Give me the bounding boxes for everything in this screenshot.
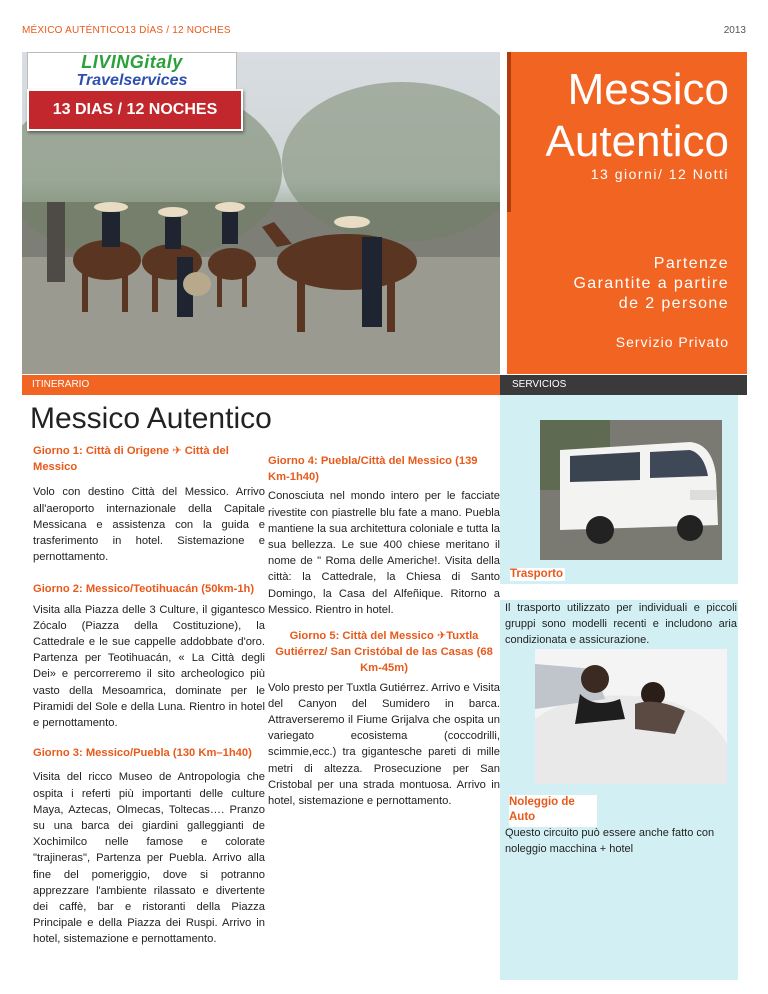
rental-label: Noleggio de Auto	[509, 795, 597, 827]
panel-accent-bar	[507, 52, 511, 212]
day5-text: Volo presto per Tuxtla Gutiérrez. Arrivo e Visita del Canyon del Sumidero in barca. Attraverseremo il Fiume Grijalva che ospita un variegato ecosistema (coccodrilli, scimmie,ecc.) tra gigantesche pareti di mille metri di altezza. Prosecuzione per San Cristobal per una strada montuosa. Arrivo in hotel, sistemazione e pernottamento.	[268, 681, 500, 808]
panel-title	[546, 64, 729, 168]
panel-title-line2: Autentico	[545, 117, 729, 166]
day2-title: Giorno 2: Messico/Teotihuacán (50km-1h)	[33, 583, 255, 596]
header-left-text: MÉXICO AUTÉNTICO13 DÍAS / 12 NOCHES	[22, 25, 231, 36]
departures-line1: Partenze	[653, 255, 729, 272]
panel-departures	[573, 254, 729, 314]
itinerary-column-right	[268, 453, 500, 809]
services-section-bar: SERVICIOS	[500, 375, 747, 395]
company-logo	[27, 52, 237, 90]
transport-label-strip	[500, 584, 738, 600]
transport-label: Trasporto	[510, 568, 564, 580]
departures-line2: Garantite a partire	[573, 275, 729, 292]
day2-text: Visita alla Piazza delle 3 Culture, il gigantesco Zócalo (Piazza della Costituzione), la Cattedrale e le sue cappelle addobbate d'oro. Partenza per Teotihuacán, « La Città degli Dei» e percorreremo il sito archeologico più vasto della Mesoamrica, dominate per le Piramidi del Sole e della Luna. Rientro in hotel e pernottamento.	[33, 603, 265, 730]
transport-text: Il trasporto utilizzato per individuali e piccoli gruppi sono modelli recenti e includono aria condizionata e assicurazione.	[505, 602, 737, 646]
day1-text: Volo con destino Città del Messico. Arrivo all'aeroporto internazionale della Capitale Messicana e assistenza con la guida e trasferimento in hotel. Sistemazione e pernottamento.	[33, 486, 265, 564]
main-title: Messico Autentico	[30, 402, 272, 435]
day3-title: Giorno 3: Messico/Puebla (130 Km–1h40)	[33, 747, 252, 760]
panel-title-line1: Messico	[567, 65, 729, 114]
day3-text: Visita del ricco Museo de Antropologia che ospita i referti più importanti delle culture Maya, Aztecas, Olmecas, Toltecas…. Pranzo su una barca dei giardini galleggianti de Xochimilco nelle famose e colorate "trajineras", Partenza per Puebla. Arrivo alla fine del pomeriggio, dove si potranno apprezzare l'ambiente rilassato e divertente dei caffè, bar e ristoranti della Piazza Principale e della Piazza dei Ruspi. Arrivo in hotel, sistemazione e pernottamento.	[33, 771, 265, 946]
duration-banner: 13 DIAS / 12 NOCHES	[27, 89, 243, 131]
itinerary-section-bar: ITINERARIO	[22, 375, 500, 395]
title-panel	[507, 52, 747, 374]
transport-van-photo	[540, 420, 722, 560]
panel-private-service: Servizio Privato	[615, 334, 729, 350]
itinerary-column-left	[33, 443, 265, 948]
logo-brand: LIVINGitaly	[81, 52, 183, 72]
day4-title: Giorno 4: Puebla/Città del Messico (139 Km-1h40)	[268, 455, 478, 484]
day4-text: Conosciuta nel mondo intero per le facciate rivestite con piastrelle blu fate a mano. Puebla mantiene la sua architettura coloniale e tutta la sua bellezza. Le sue 400 chiese meritano il nome de " Roma delle Americhe!. Visita della città: la Cattedrale, la Chiesa di Santo Domingo, la Casa del Alfeñique. Ritorno a Messico. Rientro in hotel.	[268, 490, 500, 616]
departures-line3: de 2 persone	[618, 295, 729, 312]
day5-title: Giorno 5: Città del Messico ✈Tuxtla Gutiérrez/ San Cristóbal de las Casas (68 Km-45m)	[275, 630, 493, 675]
header-year: 2013	[723, 25, 746, 36]
car-rental-photo	[535, 649, 727, 784]
panel-subtitle: 13 giorni/ 12 Notti	[590, 166, 729, 182]
day1-title: Giorno 1: Città di Origene ✈ Città del Messico	[33, 445, 229, 474]
logo-sub: Travelservices	[76, 72, 188, 89]
rental-text: Questo circuito può essere anche fatto con noleggio macchina + hotel	[505, 827, 715, 855]
